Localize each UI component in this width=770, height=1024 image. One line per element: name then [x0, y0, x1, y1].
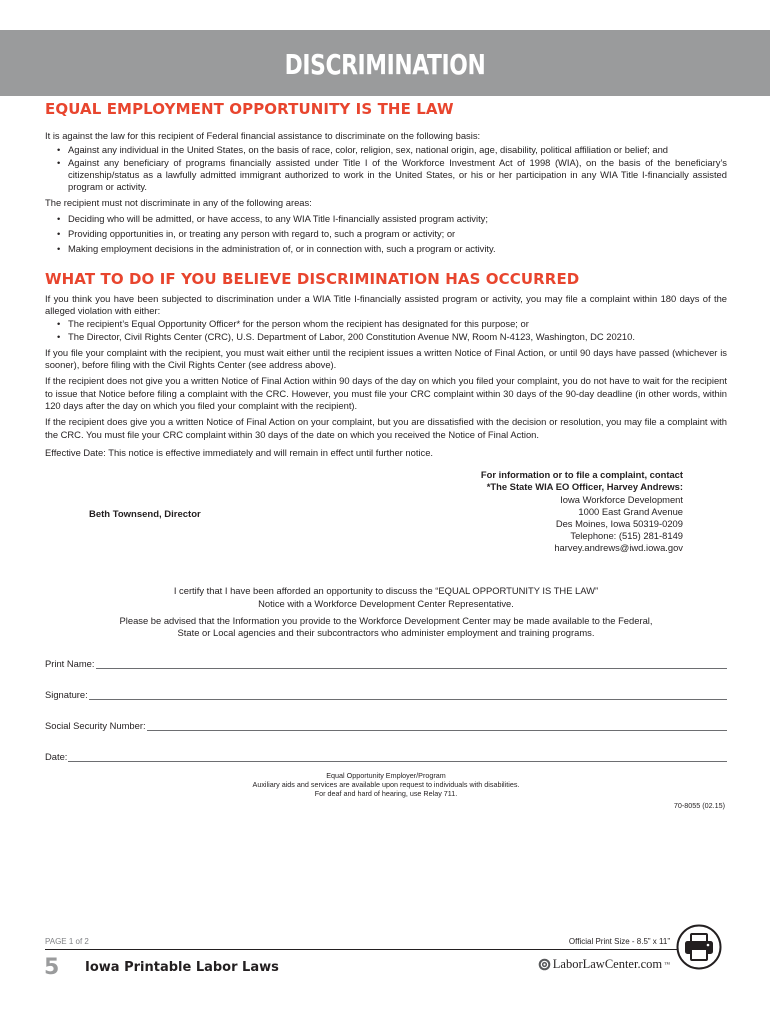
page-indicator: PAGE 1 of 2: [45, 937, 89, 946]
eo-line: Equal Opportunity Employer/Program: [326, 771, 446, 781]
footer-title: Iowa Printable Labor Laws: [85, 960, 279, 975]
list-item: • Making employment decisions in the administration of, or in connection with, such a program or activity.: [45, 243, 727, 255]
list-item: • Deciding who will be admitted, or have access, to any WIA Title I-financially assisted program activity;: [45, 213, 727, 225]
complaint-paragraph: If the recipient does give you a written Notice of Final Action on your complaint, but you are dissatisfied with the decision or resolution, you may file a complaint with the CRC. You must file your CRC complaint within 30 days of the date on which you received the Notice of Final Action.: [45, 416, 727, 440]
complaint-paragraph: If you file your complaint with the recipient, you must wait either until the recipient issues a written Notice of Final Action, or until 90 days have passed (whichever is sooner), before filing with the Civil Rights Center (see address above).: [45, 346, 727, 371]
signature-field[interactable]: [45, 688, 727, 700]
brand-name: LaborLawCenter.com: [552, 957, 663, 971]
brand-globe-icon: [538, 958, 551, 971]
certification-text: [45, 585, 727, 639]
areas-intro: The recipient must not discriminate in any of the following areas:: [45, 197, 312, 209]
printer-icon[interactable]: [676, 924, 722, 970]
signature-label: Signature:: [45, 689, 88, 701]
eeo-basis-list: [45, 144, 727, 193]
complaint-intro: If you think you have been subjected to discrimination under a WIA Title I-financially assisted program or activity, you may file a complaint within 180 days of the alleged violation with either:: [45, 292, 727, 316]
list-item: • Against any beneficiary of programs financially assisted under Title I of the Workforce Investment Act of 1998 (WIA), on the basis of the beneficiary’s citizenship/status as a lawfully admitted immigrant authorized to work in the United States, or his or her participation in any WIA Title I-financially assisted program or activity.: [45, 157, 727, 194]
contact-line: Iowa Workforce Development: [560, 493, 683, 505]
date-line[interactable]: [68, 752, 727, 762]
certify-line: State or Local agencies and their subcontractors who administer employment and training programs.: [177, 627, 595, 639]
contact-block: [45, 469, 727, 573]
contact-phone: Telephone: (515) 281-8149: [570, 530, 683, 542]
signature-line[interactable]: [89, 690, 727, 700]
list-item: • The Director, Civil Rights Center (CRC), U.S. Department of Labor, 200 Constitution Avenue NW, Room N-4123, Washington, DC 20210.: [45, 331, 727, 343]
contact-line: *The State WIA EO Officer, Harvey Andrews:: [486, 481, 683, 493]
eo-statement: [45, 771, 727, 798]
date-label: Date:: [45, 751, 68, 763]
print-size: Official Print Size - 8.5” x 11”: [568, 937, 670, 946]
certify-line: Notice with a Workforce Development Center Representative.: [258, 597, 514, 609]
complaint-paragraph: If the recipient does not give you a written Notice of Final Action within 90 days of the day on which you filed your complaint, you do not have to wait for the recipient to issue that Notice before filing a complaint with the CRC. However, you must file your CRC complaint within 30 days of the 90-day deadline (in other words, within 120 days after the day on which you filed your complaint with the recipient).: [45, 375, 727, 412]
certify-line: Please be advised that the Information you provide to the Workforce Development Center may be made available to the Federal,: [119, 614, 653, 626]
eo-officer-contact: [481, 469, 683, 554]
form-number: 70-8055 (02.15): [673, 801, 725, 811]
contact-line: 1000 East Grand Avenue: [578, 505, 683, 517]
contact-line: For information or to file a complaint, contact: [480, 469, 683, 481]
notice-content: [45, 100, 727, 810]
section-heading-eeo: EQUAL EMPLOYMENT OPPORTUNITY IS THE LAW: [45, 100, 454, 118]
header-banner: [0, 30, 770, 96]
contact-email: harvey.andrews@iwd.iowa.gov: [554, 542, 683, 554]
eeo-intro: It is against the law for this recipient of Federal financial assistance to discriminate on the following basis:: [45, 130, 481, 141]
director-name: Beth Townsend, Director: [89, 509, 201, 521]
brand-trademark: ™: [664, 961, 670, 968]
certify-line: I certify that I have been afforded an opportunity to discuss the “EQUAL OPPORTUNITY IS THE LAW”: [173, 585, 599, 597]
ssn-label: Social Security Number:: [45, 720, 146, 732]
print-name-label: Print Name:: [45, 658, 95, 670]
page-title: DISCRIMINATION: [284, 48, 486, 81]
ssn-field[interactable]: [45, 719, 727, 731]
list-item: • Against any individual in the United States, on the basis of race, color, religion, sex, national origin, age, disability, political affiliation or belief; and: [45, 144, 727, 156]
effective-date: Effective Date: This notice is effective immediately and will remain in effect until further notice.: [45, 446, 434, 458]
eo-line: For deaf and hard of hearing, use Relay 711.: [314, 789, 458, 799]
date-field[interactable]: [45, 750, 727, 762]
complaint-options-list: [45, 318, 727, 343]
areas-list: [45, 213, 727, 256]
page-number: 5: [44, 955, 60, 980]
contact-line: Des Moines, Iowa 50319-0209: [555, 518, 683, 530]
footer-divider: [45, 949, 677, 950]
list-item: • Providing opportunities in, or treating any person with regard to, such a program or activity; or: [45, 228, 727, 240]
ssn-line[interactable]: [147, 721, 727, 731]
section-heading-complaint: WHAT TO DO IF YOU BELIEVE DISCRIMINATION HAS OCCURRED: [45, 269, 580, 288]
print-name-field[interactable]: [45, 657, 727, 669]
print-name-line[interactable]: [96, 659, 728, 669]
list-item: • The recipient’s Equal Opportunity Officer* for the person whom the recipient has designated for this purpose; or: [45, 318, 727, 330]
eo-line: Auxiliary aids and services are available upon request to individuals with disabilities.: [252, 780, 520, 790]
brand-logo[interactable]: [538, 957, 670, 972]
